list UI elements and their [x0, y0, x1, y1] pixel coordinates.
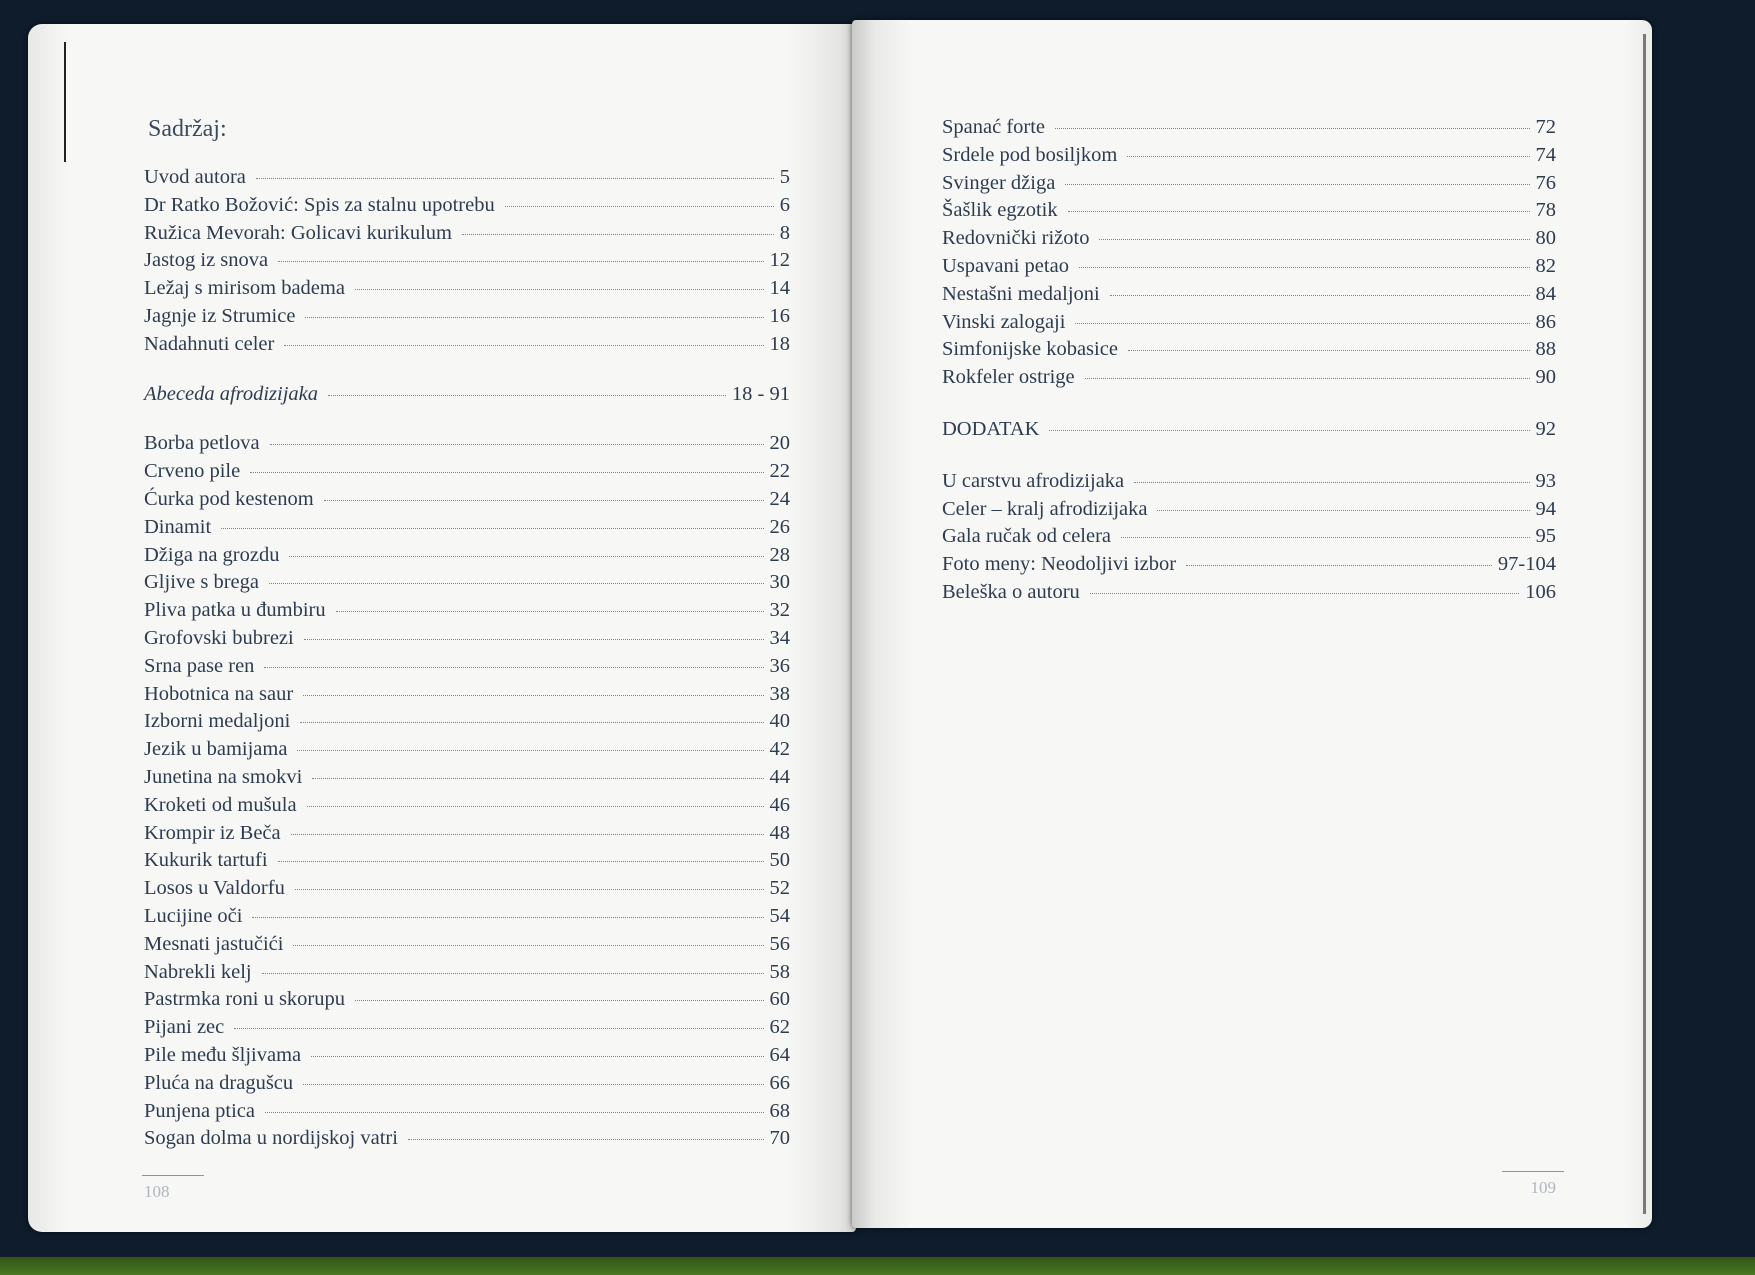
toc-entry — [942, 525, 1556, 553]
toc-entry-title: Celer – kralj afrodizijaka — [942, 497, 1148, 520]
toc-entry-title: Abeceda afrodizijaka — [144, 382, 319, 405]
toc-entry-page: 18 — [769, 332, 790, 355]
dot-leader — [291, 834, 764, 835]
toc-entry-title: Srdele pod bosiljkom — [942, 143, 1118, 166]
toc-entry-title: Izborni medaljoni — [144, 710, 291, 733]
dot-leader — [355, 1000, 764, 1001]
dot-leader — [1134, 482, 1529, 483]
toc-section-heading — [144, 383, 790, 411]
toc-entry — [144, 333, 790, 361]
toc-entry-title: Pliva patka u đumbiru — [144, 599, 326, 622]
toc-entry-title: Lucijine oči — [144, 904, 243, 927]
dot-leader — [303, 695, 763, 696]
toc-entry — [144, 194, 790, 222]
toc-entry — [942, 366, 1556, 394]
toc-entry-title: Kroketi od mušula — [144, 793, 297, 816]
toc-entry — [144, 571, 790, 599]
toc-entry-page: 44 — [769, 765, 790, 788]
toc-entry — [144, 683, 790, 711]
dot-leader — [336, 611, 764, 612]
toc-entry-title: Svinger džiga — [942, 171, 1056, 194]
dot-leader — [324, 500, 764, 501]
toc-entry — [144, 599, 790, 627]
dot-leader — [297, 750, 763, 751]
dot-leader — [311, 1056, 763, 1057]
dot-leader — [1055, 128, 1529, 129]
dot-leader — [262, 973, 764, 974]
toc-entry-title: Crveno pile — [144, 460, 241, 483]
page-number-left: 108 — [144, 1182, 170, 1201]
page-number-rule — [1502, 1171, 1564, 1172]
dot-leader — [1079, 267, 1530, 268]
toc-entry-page: 26 — [769, 515, 790, 538]
toc-entry-title: Ružica Mevorah: Golicavi kurikulum — [144, 221, 452, 244]
toc-entry-page: 20 — [769, 432, 790, 455]
toc-entry-title: Uvod autora — [144, 166, 246, 188]
toc-entry-page: 18 - 91 — [731, 382, 790, 405]
toc-entry-page: 97-104 — [1497, 553, 1556, 576]
dot-leader — [295, 889, 764, 890]
toc-entry — [144, 1016, 790, 1044]
toc-entry-page: 6 — [779, 193, 790, 216]
toc-entry — [942, 498, 1556, 526]
toc-entry-title: Simfonijske kobasice — [942, 338, 1118, 361]
dot-leader — [1068, 211, 1530, 212]
toc-entry-page: 14 — [769, 277, 790, 300]
toc-entry — [144, 432, 790, 460]
toc-entry-title: Ležaj s mirisom badema — [144, 277, 345, 300]
dot-leader — [1090, 593, 1519, 594]
toc-entry — [144, 460, 790, 488]
toc-entry — [144, 222, 790, 250]
toc-entry-title: Hobotnica na saur — [144, 682, 294, 705]
dot-leader — [265, 1112, 763, 1113]
toc-entry — [942, 338, 1556, 366]
toc-entry-page: 58 — [769, 960, 790, 983]
toc-entry-page: 93 — [1535, 469, 1556, 492]
dot-leader — [1099, 239, 1529, 240]
toc-entry — [144, 849, 790, 877]
toc-entry — [144, 710, 790, 738]
toc-entry-title: Jezik u bamijama — [144, 738, 288, 761]
dot-leader — [305, 317, 763, 318]
toc-entry — [144, 1100, 790, 1128]
toc-entry — [942, 116, 1556, 144]
dot-leader — [505, 206, 774, 207]
toc-entry — [144, 905, 790, 933]
dot-leader — [300, 722, 763, 723]
toc-entry-page: 70 — [769, 1127, 790, 1150]
background-surface — [0, 1257, 1755, 1275]
dot-leader — [256, 178, 774, 179]
toc-entry-title: Ćurka pod kestenom — [144, 487, 314, 510]
toc-entry-title: Jagnje iz Strumice — [144, 304, 296, 327]
dot-leader — [408, 1139, 764, 1140]
toc-entry-page: 68 — [769, 1099, 790, 1122]
toc-entry-title: Pijani zec — [144, 1016, 225, 1039]
toc-entry-title: Pile među šljivama — [144, 1043, 302, 1066]
toc-entry — [144, 277, 790, 305]
toc-entry — [942, 470, 1556, 498]
left-page — [28, 24, 856, 1232]
toc-entry-title: Nestašni medaljoni — [942, 282, 1100, 305]
toc-entry-page: 24 — [769, 487, 790, 510]
dot-leader — [221, 528, 763, 529]
dot-leader — [355, 289, 764, 290]
dot-leader — [284, 345, 763, 346]
toc-heading: Sadržaj: — [148, 116, 227, 142]
toc-entry — [144, 961, 790, 989]
toc-entry — [144, 1127, 790, 1155]
toc-entry — [144, 877, 790, 905]
dot-leader — [234, 1028, 763, 1029]
dot-leader — [1085, 378, 1530, 379]
toc-entry-page: 34 — [769, 626, 790, 649]
toc-entry — [144, 766, 790, 794]
toc-entry-page: 82 — [1535, 254, 1556, 277]
toc-entry-title: Borba petlova — [144, 432, 260, 455]
toc-entry-page: 95 — [1535, 525, 1556, 548]
toc-entry-page: 36 — [769, 654, 790, 677]
toc-entry — [144, 794, 790, 822]
toc-entry-page: 78 — [1535, 199, 1556, 222]
toc-entry-title: Gala ručak od celera — [942, 525, 1112, 548]
toc-entry-page: 72 — [1535, 116, 1556, 138]
toc-entry-page: 46 — [769, 793, 790, 816]
dot-leader — [303, 1084, 763, 1085]
toc-entry-title: Kukurik tartufi — [144, 849, 268, 872]
toc-entry-page: 60 — [769, 988, 790, 1011]
toc-entry-page: 88 — [1535, 338, 1556, 361]
dot-leader — [328, 395, 726, 396]
dot-leader — [1049, 430, 1529, 431]
toc-entry-title: Losos u Valdorfu — [144, 877, 285, 900]
toc-entry-page: 74 — [1535, 143, 1556, 166]
dot-leader — [1186, 565, 1492, 566]
dot-leader — [264, 667, 763, 668]
toc-entry — [942, 199, 1556, 227]
dot-leader — [1110, 295, 1530, 296]
toc-entry-title: Pluća na dragušcu — [144, 1071, 294, 1094]
toc-entry-title: Pastrmka roni u skorupu — [144, 988, 345, 1011]
toc-list-left — [144, 166, 790, 1155]
dot-leader — [250, 472, 763, 473]
toc-entry-page: 28 — [769, 543, 790, 566]
toc-entry-page: 62 — [769, 1016, 790, 1039]
dot-leader — [1128, 350, 1530, 351]
toc-entry-page: 54 — [769, 904, 790, 927]
toc-entry-title: Rokfeler ostrige — [942, 366, 1075, 389]
toc-entry-title: Foto meny: Neodoljivi izbor — [942, 553, 1177, 576]
toc-entry — [942, 283, 1556, 311]
dot-leader — [289, 556, 763, 557]
toc-entry-page: 80 — [1535, 227, 1556, 250]
page-number-rule — [142, 1175, 204, 1176]
toc-entry-title: Krompir iz Beča — [144, 821, 281, 844]
toc-entry-title: Beleška o autoru — [942, 580, 1080, 603]
toc-entry-page: 92 — [1535, 417, 1556, 440]
dot-leader — [307, 806, 764, 807]
toc-entry-title: Uspavani petao — [942, 254, 1069, 277]
toc-entry — [144, 933, 790, 961]
toc-entry — [144, 655, 790, 683]
toc-entry-title: Džiga na grozdu — [144, 543, 280, 566]
toc-entry-page: 52 — [769, 877, 790, 900]
right-page — [852, 20, 1652, 1228]
section-spacer — [942, 446, 1556, 470]
toc-entry-title: Mesnati jastučići — [144, 932, 284, 955]
toc-entry-title: Punjena ptica — [144, 1099, 256, 1122]
dot-leader — [1127, 156, 1529, 157]
toc-entry-title: Jastog iz snova — [144, 249, 269, 272]
toc-entry-page: 22 — [769, 460, 790, 483]
dot-leader — [1157, 510, 1529, 511]
toc-entry-page: 38 — [769, 682, 790, 705]
toc-entry-title: Redovnički rižoto — [942, 227, 1090, 250]
toc-entry — [144, 738, 790, 766]
dot-leader — [278, 261, 763, 262]
toc-entry — [942, 255, 1556, 283]
toc-entry — [144, 1072, 790, 1100]
toc-entry-title: Junetina na smokvi — [144, 765, 303, 788]
toc-entry-title: U carstvu afrodizijaka — [942, 469, 1125, 492]
toc-entry-page: 40 — [769, 710, 790, 733]
toc-entry-page: 56 — [769, 932, 790, 955]
toc-entry-page: 106 — [1525, 580, 1556, 603]
toc-entry-page: 8 — [779, 221, 790, 244]
toc-entry — [144, 166, 790, 194]
toc-entry-page: 16 — [769, 304, 790, 327]
toc-entry — [942, 311, 1556, 339]
section-spacer — [942, 394, 1556, 418]
toc-entry-title: Vinski zalogaji — [942, 310, 1066, 333]
dot-leader — [293, 945, 763, 946]
toc-entry — [144, 544, 790, 572]
toc-entry — [942, 227, 1556, 255]
toc-entry-page: 48 — [769, 821, 790, 844]
dot-leader — [1121, 537, 1529, 538]
toc-entry-title: Grofovski bubrezi — [144, 626, 294, 649]
toc-entry-title: Nadahnuti celer — [144, 332, 275, 355]
dot-leader — [278, 861, 764, 862]
dot-leader — [312, 778, 763, 779]
toc-entry-page: 76 — [1535, 171, 1556, 194]
toc-entry — [144, 305, 790, 333]
toc-entry — [942, 144, 1556, 172]
toc-entry — [144, 488, 790, 516]
dot-leader — [270, 444, 764, 445]
toc-entry-page: 64 — [769, 1043, 790, 1066]
toc-entry-page: 42 — [769, 738, 790, 761]
toc-entry-page: 5 — [779, 166, 790, 188]
toc-entry-page: 30 — [769, 571, 790, 594]
toc-entry-page: 84 — [1535, 282, 1556, 305]
dot-leader — [1075, 323, 1529, 324]
toc-entry — [942, 172, 1556, 200]
dot-leader — [252, 917, 763, 918]
toc-entry — [144, 822, 790, 850]
toc-entry-title: Srna pase ren — [144, 654, 255, 677]
toc-entry-title: Nabrekli kelj — [144, 960, 252, 983]
dot-leader — [1065, 184, 1529, 185]
toc-entry-page: 94 — [1535, 497, 1556, 520]
toc-entry-page: 32 — [769, 599, 790, 622]
section-spacer — [144, 410, 790, 432]
toc-entry — [942, 581, 1556, 609]
toc-entry-title: Dr Ratko Božović: Spis za stalnu upotrebu — [144, 193, 495, 216]
toc-entry-page: 90 — [1535, 366, 1556, 389]
toc-section-heading — [942, 418, 1556, 446]
toc-entry-title: Dinamit — [144, 515, 212, 538]
toc-entry — [144, 249, 790, 277]
toc-entry-title: Spanać forte — [942, 116, 1046, 138]
page-number-right: 109 — [1530, 1178, 1556, 1197]
toc-entry-page: 86 — [1535, 310, 1556, 333]
toc-entry — [144, 516, 790, 544]
toc-entry-title: Gljive s brega — [144, 571, 259, 594]
toc-entry-title: Sogan dolma u nordijskoj vatri — [144, 1127, 398, 1150]
toc-entry — [144, 627, 790, 655]
toc-list-right — [942, 116, 1556, 609]
dot-leader — [304, 639, 764, 640]
toc-entry — [144, 988, 790, 1016]
dot-leader — [462, 234, 774, 235]
dot-leader — [269, 583, 764, 584]
toc-entry-page: 66 — [769, 1071, 790, 1094]
toc-entry-title: Šašlik egzotik — [942, 199, 1058, 222]
section-spacer — [144, 361, 790, 383]
toc-entry — [144, 1044, 790, 1072]
toc-entry-title: DODATAK — [942, 417, 1040, 440]
toc-entry — [942, 553, 1556, 581]
toc-entry-page: 50 — [769, 849, 790, 872]
toc-entry-page: 12 — [769, 249, 790, 272]
